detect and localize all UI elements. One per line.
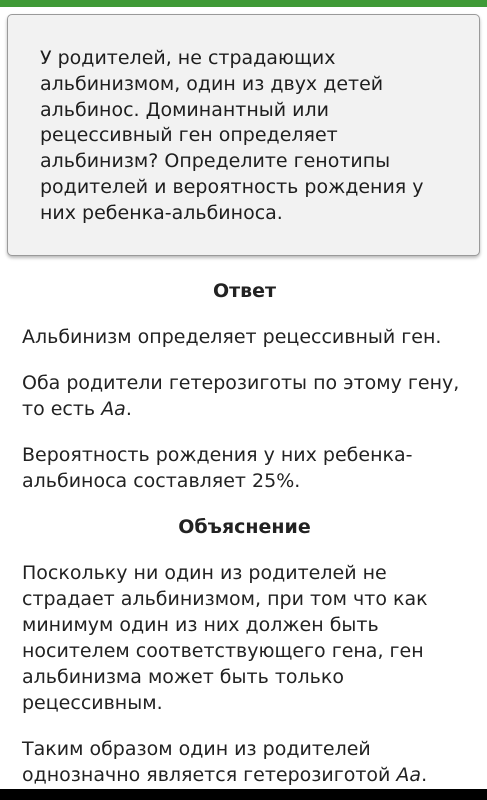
genotype-aa: Аа: [396, 764, 422, 786]
top-accent-bar: [0, 0, 487, 7]
explanation-paragraph-1: Поскольку ни один из родителей не страдает альбинизмом, при том что как минимум один из них должен быть носителем соответствующего гена, ген альбинизма может быть только рецессивным.: [22, 562, 428, 714]
genotype-aa: Аа: [101, 398, 126, 420]
answer-paragraph-2: [22, 370, 467, 422]
question-text: У родителей, не страдающих альбинизмом, один из двух детей альбинос. Доминантный или рецессивный ген определяет альбинизм? Определите генотипы родителей и вероятность рождения у них ребенка-альбиноса.: [40, 47, 424, 224]
answer-paragraph-3: Вероятность рождения у них ребенка-альбиноса составляет 25%.: [22, 444, 413, 492]
answer-title: Ответ: [212, 280, 277, 302]
explanation-paragraph-2-end: .: [421, 764, 428, 786]
answer-content: [22, 278, 467, 788]
explanation-title: Объяснение: [178, 516, 311, 538]
explanation-paragraph-2: [22, 736, 467, 788]
answer-paragraph-2-text: Оба родители гетерозиготы по этому гену, то есть: [22, 372, 460, 420]
answer-paragraph-2-end: .: [125, 398, 132, 420]
question-card: [7, 14, 480, 256]
explanation-paragraph-2-text: Таким образом один из родителей однозначно является гетерозиготой: [22, 738, 397, 786]
answer-paragraph-1: Альбинизм определяет рецессивный ген.: [22, 326, 442, 348]
navigation-bar: [0, 789, 487, 800]
